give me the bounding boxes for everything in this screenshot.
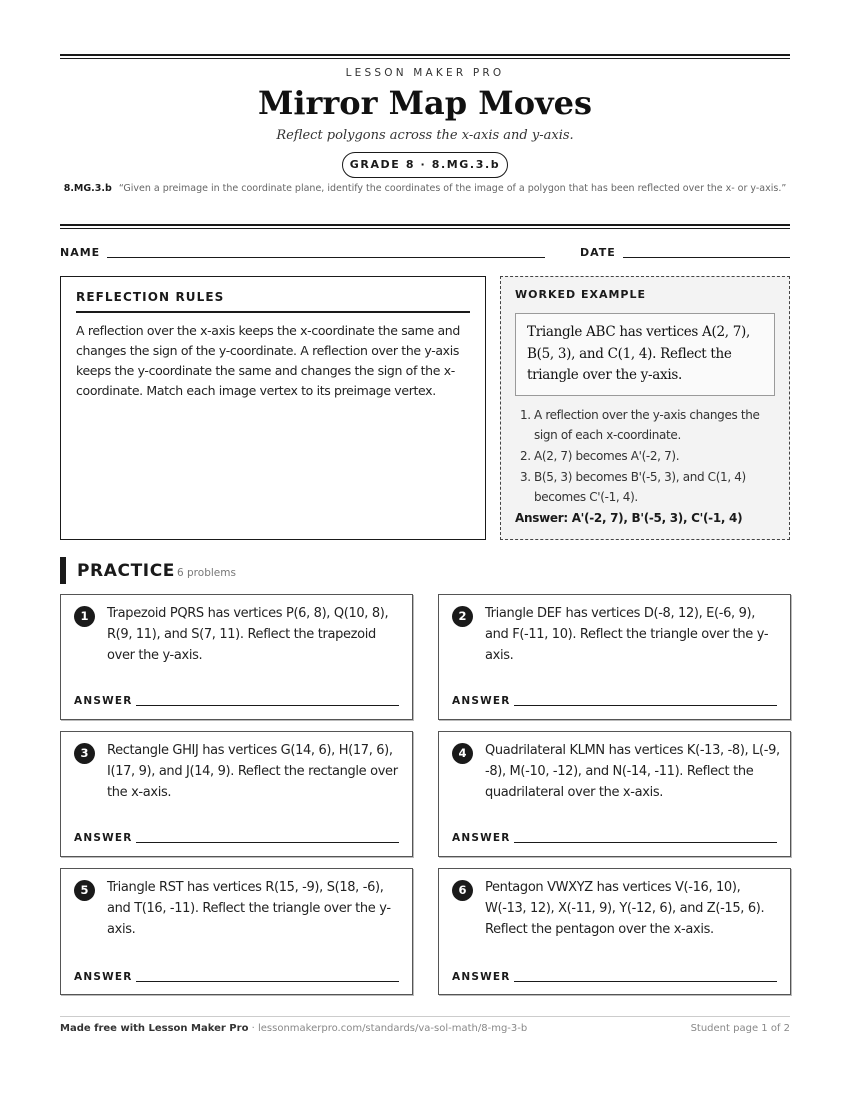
problem-card-2 xyxy=(438,594,791,720)
brand-name: LESSON MAKER PRO xyxy=(345,67,505,79)
footer-credit xyxy=(60,1023,527,1034)
worked-example-heading: WORKED EXAMPLE xyxy=(515,288,646,301)
page-subtitle: Reflect polygons across the x-axis and y-axis. xyxy=(276,128,574,143)
step-number: 3. xyxy=(520,469,531,484)
answer-line[interactable] xyxy=(136,842,399,843)
reflection-rules-heading: REFLECTION RULES xyxy=(76,290,470,313)
answer-label: ANSWER xyxy=(74,832,133,844)
worked-example-step xyxy=(515,467,775,507)
footer-divider xyxy=(60,1016,790,1017)
practice-heading: PRACTICE xyxy=(77,561,175,581)
problem-number-badge: 4 xyxy=(452,743,473,764)
problem-text: Rectangle GHIJ has vertices G(14, 6), H(17, 6), I(17, 9), and J(14, 9). Reflect the rectangle over the x-axis. xyxy=(107,743,398,800)
practice-count: 6 problems xyxy=(177,567,236,579)
page-title: Mirror Map Moves xyxy=(257,84,593,122)
name-field-line[interactable] xyxy=(107,257,545,258)
standard-description xyxy=(60,181,790,197)
problem-text: Triangle DEF has vertices D(-8, 12), E(-6, 9), and F(-11, 10). Reflect the triangle over the y-axis. xyxy=(485,606,769,663)
step-text: A reflection over the y-axis changes the sign of each x-coordinate. xyxy=(534,407,760,442)
footer-page-number: Student page 1 of 2 xyxy=(690,1023,790,1034)
worked-example-answer: Answer: A'(-2, 7), B'(-5, 3), C'(-1, 4) xyxy=(515,510,743,525)
top-double-rule xyxy=(60,54,790,59)
footer-url[interactable]: · lessonmakerpro.com/standards/va-sol-math/8-mg-3-b xyxy=(248,1023,528,1034)
answer-label: ANSWER xyxy=(452,695,511,707)
problem-card-6 xyxy=(438,868,791,995)
problem-text: Pentagon VWXYZ has vertices V(-16, 10), W(-13, 12), X(-11, 9), Y(-12, 6), and Z(-15, 6). Reflect the pentagon over the x-axis. xyxy=(485,880,765,937)
worked-example-step xyxy=(515,405,775,445)
standard-text: “Given a preimage in the coordinate plane, identify the coordinates of the image of a polygon that has been reflected over the x- or y-axis.” xyxy=(118,183,787,194)
practice-accent-bar xyxy=(60,557,66,584)
answer-label: ANSWER xyxy=(452,971,511,983)
worked-example-panel xyxy=(500,276,790,540)
problem-number-badge: 5 xyxy=(74,880,95,901)
problem-card-4 xyxy=(438,731,791,857)
reflection-rules-panel xyxy=(60,276,486,540)
step-number: 2. xyxy=(520,448,531,463)
answer-line[interactable] xyxy=(514,842,777,843)
step-number: 1. xyxy=(520,407,531,422)
problem-text: Triangle RST has vertices R(15, -9), S(18, -6), and T(16, -11). Reflect the triangle over the y-axis. xyxy=(107,880,391,937)
step-text: B(5, 3) becomes B'(-5, 3), and C(1, 4) becomes C'(-1, 4). xyxy=(534,469,746,504)
answer-line[interactable] xyxy=(514,981,777,982)
worked-example-step xyxy=(515,446,775,466)
footer-made-with: Made free with Lesson Maker Pro xyxy=(60,1023,249,1034)
worksheet-page xyxy=(60,0,790,1100)
problem-number-badge: 6 xyxy=(452,880,473,901)
problem-number-badge: 2 xyxy=(452,606,473,627)
answer-label: ANSWER xyxy=(74,971,133,983)
reflection-rules-text: A reflection over the x-axis keeps the x-coordinate the same and changes the sign of the y-coordinate. A reflection over the y-axis keeps the y-coordinate the same and changes the sign of the x-coordinate. Match each image vertex to its preimage vertex. xyxy=(76,323,460,398)
date-label: DATE xyxy=(580,246,616,259)
name-label: NAME xyxy=(60,246,101,259)
step-text: A(2, 7) becomes A'(-2, 7). xyxy=(534,448,680,463)
answer-line[interactable] xyxy=(136,705,399,706)
answer-line[interactable] xyxy=(514,705,777,706)
date-field-line[interactable] xyxy=(623,257,790,258)
worked-example-problem: Triangle ABC has vertices A(2, 7), B(5, 3), and C(1, 4). Reflect the triangle over the y-axis. xyxy=(515,313,775,396)
problem-card-5 xyxy=(60,868,413,995)
problem-number-badge: 3 xyxy=(74,743,95,764)
header-bottom-double-rule xyxy=(60,224,790,229)
answer-label: ANSWER xyxy=(74,695,133,707)
worked-example-steps xyxy=(515,405,775,507)
standard-code: 8.MG.3.b xyxy=(63,183,112,194)
answer-line[interactable] xyxy=(136,981,399,982)
answer-label: ANSWER xyxy=(452,832,511,844)
problem-card-1 xyxy=(60,594,413,720)
problem-text: Trapezoid PQRS has vertices P(6, 8), Q(10, 8), R(9, 11), and S(7, 11). Reflect the trapezoid over the y-axis. xyxy=(107,606,389,663)
problem-text: Quadrilateral KLMN has vertices K(-13, -8), L(-9, -8), M(-10, -12), and N(-14, -11). Reflect the quadrilateral over the x-axis. xyxy=(485,743,780,800)
grade-badge: GRADE 8 · 8.MG.3.b xyxy=(342,152,508,178)
problem-number-badge: 1 xyxy=(74,606,95,627)
problem-card-3 xyxy=(60,731,413,857)
